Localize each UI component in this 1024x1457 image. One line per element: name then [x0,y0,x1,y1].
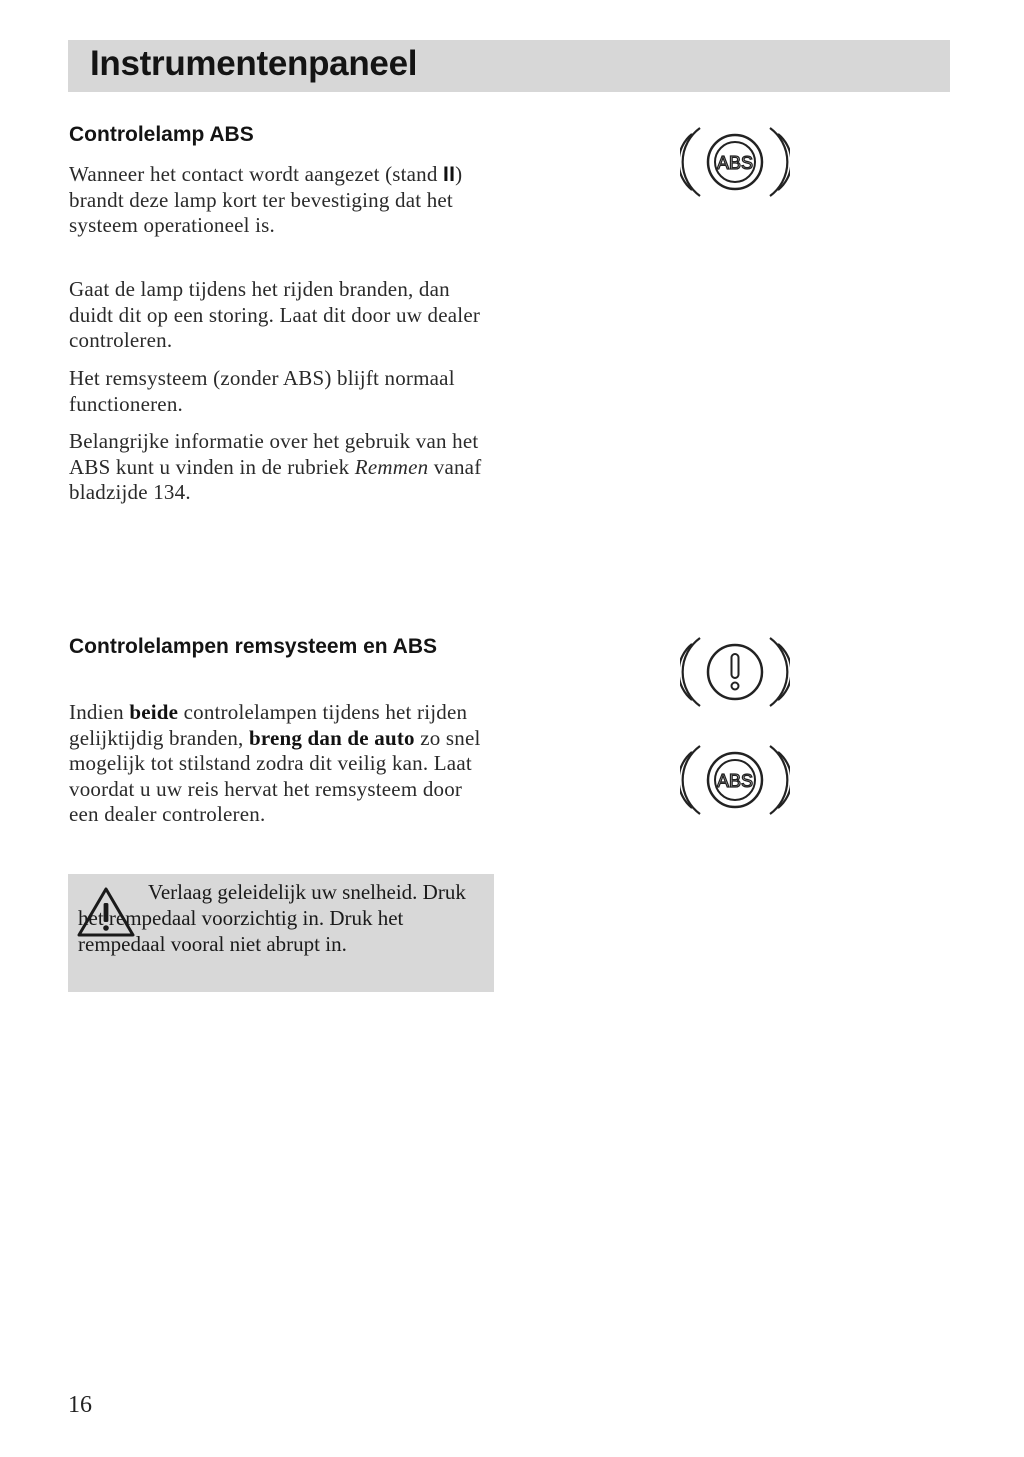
remmen-reference: Remmen [354,454,429,479]
warning-box [68,874,494,992]
brake-p1-bold-instruction: breng dan de auto [248,725,415,750]
page-header [68,40,950,92]
page-number: 16 [68,1392,92,1418]
section-heading-abs: Controlelamp ABS [69,123,254,146]
abs-paragraph-2: Gaat de lamp tijdens het rijden branden, dan duidt dit op een storing. Laat dit door uw dealer controleren. [69,277,481,352]
abs-warning-lamp-icon [680,122,790,202]
abs-paragraph-1 [69,162,499,239]
warning-text: Verlaag geleidelijk uw snelheid. Druk het rempedaal voorzichtig in. Druk het rempedaal vooral niet abrupt in. [78,880,466,956]
brake-p1-text-b: controlelampen tijdens het rijden gelijktijdig branden, [69,700,468,750]
abs-p1-text-b: ) brandt deze lamp kort ter bevestiging dat het systeem operationeel is. [69,162,463,237]
section-heading-brake-abs: Controlelampen remsysteem en ABS [69,635,438,658]
abs-warning-lamp-icon-2 [680,740,790,820]
brake-p1-bold-beide: beide [129,700,179,724]
abs-lamp-label: ABS [716,153,754,173]
page-title: Instrumentenpaneel [90,44,418,83]
abs-p1-text-a: Wanneer het contact wordt aangezet (stand [69,162,444,186]
abs-lamp-label-2: ABS [716,771,754,791]
brake-abs-paragraph [69,700,489,828]
abs-p4-text-b: vanaf bladzijde 134. [69,454,482,504]
brake-warning-lamp-icon [680,632,790,712]
abs-p4-text-a: Belangrijke informatie over het gebruik van het ABS kunt u vinden in de rubriek [69,429,479,479]
abs-paragraph-4 [69,429,499,506]
abs-p1-stand: II [443,163,456,186]
brake-p1-text-a: Indien [69,700,130,724]
brake-p1-text-c: zo snel mogelijk tot stilstand zodra dit veilig kan. Laat voordat u uw reis hervat het remsysteem door een dealer controleren. [69,725,481,826]
abs-paragraph-3: Het remsysteem (zonder ABS) blijft normaal functioneren. [69,366,455,416]
